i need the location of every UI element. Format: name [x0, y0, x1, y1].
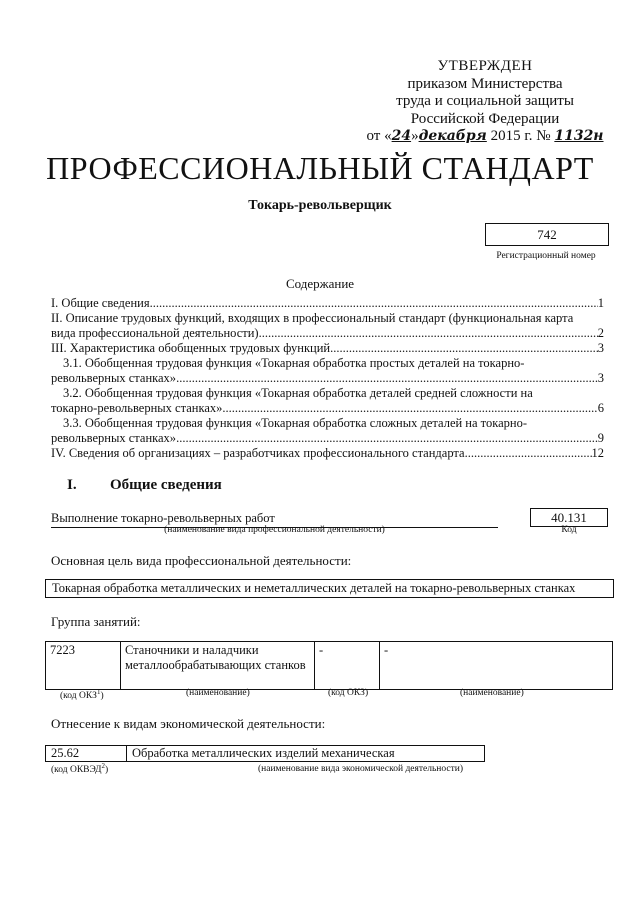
approval-block: [360, 58, 610, 146]
approval-month: декабря: [418, 128, 487, 144]
approval-year: 2015 г. №: [490, 128, 551, 144]
okz-code-2: -: [315, 642, 380, 690]
approval-line-3: Российской Федерации: [410, 110, 560, 127]
goal-label: Основная цель вида профессиональной деятельности:: [51, 553, 352, 568]
table-row: [46, 642, 613, 690]
goal-text: Токарная обработка металлических и неметаллических деталей на токарно-револьверных станках: [45, 579, 614, 598]
section-heading: [67, 477, 222, 494]
toc-item[interactable]: II. Описание трудовых функций, входящих в профессиональный стандарт (функциональная карта вида профессиональной деятельности) ..... 2: [51, 311, 604, 341]
toc-item[interactable]: I. Общие сведения ..... 1: [51, 296, 604, 311]
approval-date-line: от «24»декабря 2015 г. № 1132н: [366, 128, 604, 144]
okz-name-2: -: [380, 642, 613, 690]
okz-code-caption-1: (код ОКЗ$^1$): [60, 688, 104, 702]
toc-item[interactable]: III. Характеристика обобщенных трудовых функций ..... 3: [51, 341, 604, 356]
approval-day: 24: [391, 128, 412, 144]
toc-item[interactable]: 3.2. Обобщенная трудовая функция «Токарная обработка деталей средней сложности на токарно-револьверных станках» ..... 6: [51, 386, 604, 416]
registration-number-box: 742: [485, 223, 609, 246]
okz-code-caption-2: (код ОКЗ): [328, 688, 369, 698]
okz-name-caption-2: (наименование): [460, 688, 524, 698]
okved-name-caption: (наименование вида экономической деятельности): [258, 764, 463, 774]
okz-name-1: Станочники и наладчики металлообрабатывающих станков: [121, 642, 315, 690]
toc-item[interactable]: 3.3. Обобщенная трудовая функция «Токарная обработка сложных деталей на токарно- револьверных станках» ..... 9: [51, 416, 604, 446]
approval-line-1: приказом Министерства: [407, 75, 563, 92]
contents-title: Содержание: [285, 276, 355, 291]
activity-name: Выполнение токарно-револьверных работ: [51, 511, 498, 528]
approval-heading: УТВЕРЖДЕН: [437, 58, 533, 74]
okz-code-1: 7223: [46, 642, 121, 690]
activity-caption: (наименование вида профессиональной деятельности): [164, 525, 385, 535]
okved-name: Обработка металлических изделий механическая: [132, 746, 395, 760]
approval-line-2: труда и социальной защиты: [396, 93, 574, 109]
okved-row: [45, 745, 485, 762]
table-of-contents: [51, 296, 604, 461]
profession-name: Токарь-револьверщик: [248, 198, 392, 213]
group-label: Группа занятий:: [51, 614, 141, 629]
activity-code: 40.131: [530, 508, 608, 527]
occupation-group-table: [45, 641, 613, 690]
document-title: ПРОФЕССИОНАЛЬНЫЙ СТАНДАРТ: [46, 150, 594, 186]
okved-code: 25.62: [51, 746, 80, 760]
section-number: I.: [67, 477, 77, 493]
order-number: 1132н: [554, 128, 604, 144]
code-caption: Код: [561, 525, 577, 535]
section-title: Общие сведения: [110, 477, 222, 493]
econ-label: Отнесение к видам экономической деятельности:: [51, 716, 326, 731]
okz-name-caption-1: (наименование): [186, 688, 250, 698]
okved-code-caption: (код ОКВЭД$^2$): [51, 762, 109, 776]
toc-item[interactable]: 3.1. Обобщенная трудовая функция «Токарная обработка простых деталей на токарно- револьверных станках» ..... 3: [51, 356, 604, 386]
toc-item[interactable]: IV. Сведения об организациях – разработчиках профессионального стандарта ..... 12: [51, 446, 604, 461]
registration-number-caption: Регистрационный номер: [496, 251, 596, 261]
